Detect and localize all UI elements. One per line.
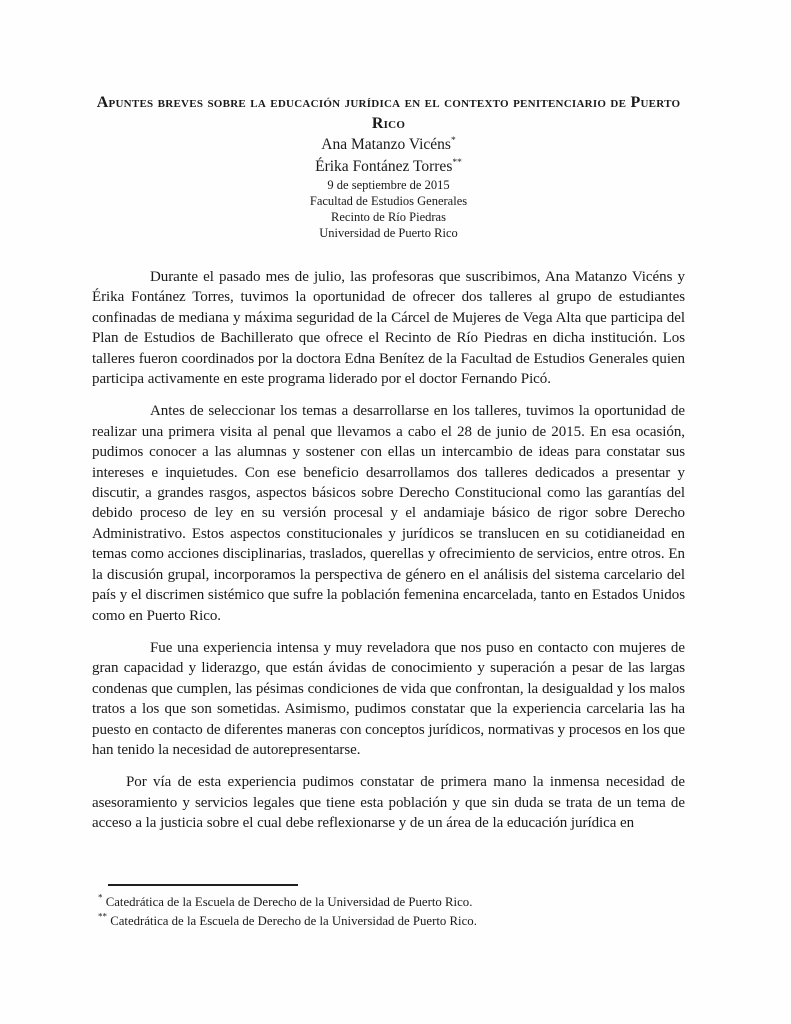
paragraph-4: Por vía de esta experiencia pudimos constatar de primera mano la inmensa necesidad de asesoramiento y servicios legales que tiene esta población y que sin duda se trata de un tema de acceso a la justicia sobre el cual debe reflexionarse y de un área de la educación jurídica en [92,774,685,832]
author-line-2 [92,156,685,178]
footnote-text-1: Catedrática de la Escuela de Derecho de la Universidad de Puerto Rico. [105,895,473,909]
footnote-separator [108,884,298,886]
document-title: Apuntes breves sobre la educación jurídica en el contexto penitenciario de Puerto Rico [96,94,681,132]
footnote-mark-1: * [98,892,103,903]
footnotes-section [98,884,685,931]
affiliation-faculty: Facultad de Estudios Generales [309,194,468,208]
author-name: Érika Fontánez Torres [315,157,453,175]
document-date: 9 de septiembre de 2015 [327,178,450,192]
footnote-mark-2: ** [98,911,107,922]
paragraph-1: Durante el pasado mes de julio, las profesoras que suscribimos, Ana Matanzo Vicéns y Érika Fontánez Torres, tuvimos la oportunidad de ofrecer dos talleres al grupo de estudiantes confinadas de mediana y máxima seguridad de la Cárcel de Mujeres de Vega Alta que participa del Plan de Estudios de Bachillerato que ofrece el Recinto de Río Piedras en dicha institución. Los talleres fueron coordinados por la doctora Edna Benítez de la Facultad de Estudios Generales quien participa activamente en este programa liderado por el doctor Fernando Picó. [92,269,685,388]
document-header [92,92,685,241]
paragraph-3: Fue una experiencia intensa y muy reveladora que nos puso en contacto con mujeres de gran capacidad y liderazgo, que están ávidas de conocimiento y superación a pesar de las largas condenas que cumplen, las pésimas condiciones de vida que confrontan, la desigualdad y los malos tratos a los que son sometidas. Asimismo, pudimos constatar que la experiencia carcelaria las ha puesto en contacto de diferentes maneras con conceptos jurídicos, normativas y procesos en los que han tenido la necesidad de autorepresentarse. [92,639,685,758]
footnote-mark-ref-1: * [450,135,456,146]
author-line-1 [92,134,685,156]
footnote-text-2: Catedrática de la Escuela de Derecho de la Universidad de Puerto Rico. [110,914,477,928]
affiliation-university: Universidad de Puerto Rico [319,226,458,240]
affiliation-campus: Recinto de Río Piedras [331,210,446,224]
paragraph-2: Antes de seleccionar los temas a desarrollarse en los talleres, tuvimos la oportunidad de realizar una primera visita al penal que llevamos a cabo el 28 de junio de 2015. En esa ocasión, pudimos conocer a las alumnas y sostener con ellas un intercambio de ideas para constatar sus intereses e inquietudes. Con ese beneficio desarrollamos dos talleres dedicados a presentar y discutir, a grandes rasgos, aspectos básicos sobre Derecho Constitucional como las garantías del debido proceso de ley en su versión procesal y el andamiaje básico de rigor sobre Derecho Administrativo. Estos aspectos constitucionales y jurídicos se translucen en su cotidianeidad en temas como acciones disciplinarias, traslados, querellas y ofrecimiento de servicios, entre otros. En la discusión grupal, incorporamos la perspectiva de género en el análisis del sistema carcelario del país y el discrimen sistémico que sufre la población femenina encarcelada, tanto en Estados Unidos como en Puerto Rico. [92,403,685,624]
document-body [92,267,685,834]
footnote-mark-ref-2: ** [452,157,462,168]
author-name: Ana Matanzo Vicéns [321,136,451,153]
footnote-2 [98,912,685,931]
footnote-1 [98,893,685,912]
